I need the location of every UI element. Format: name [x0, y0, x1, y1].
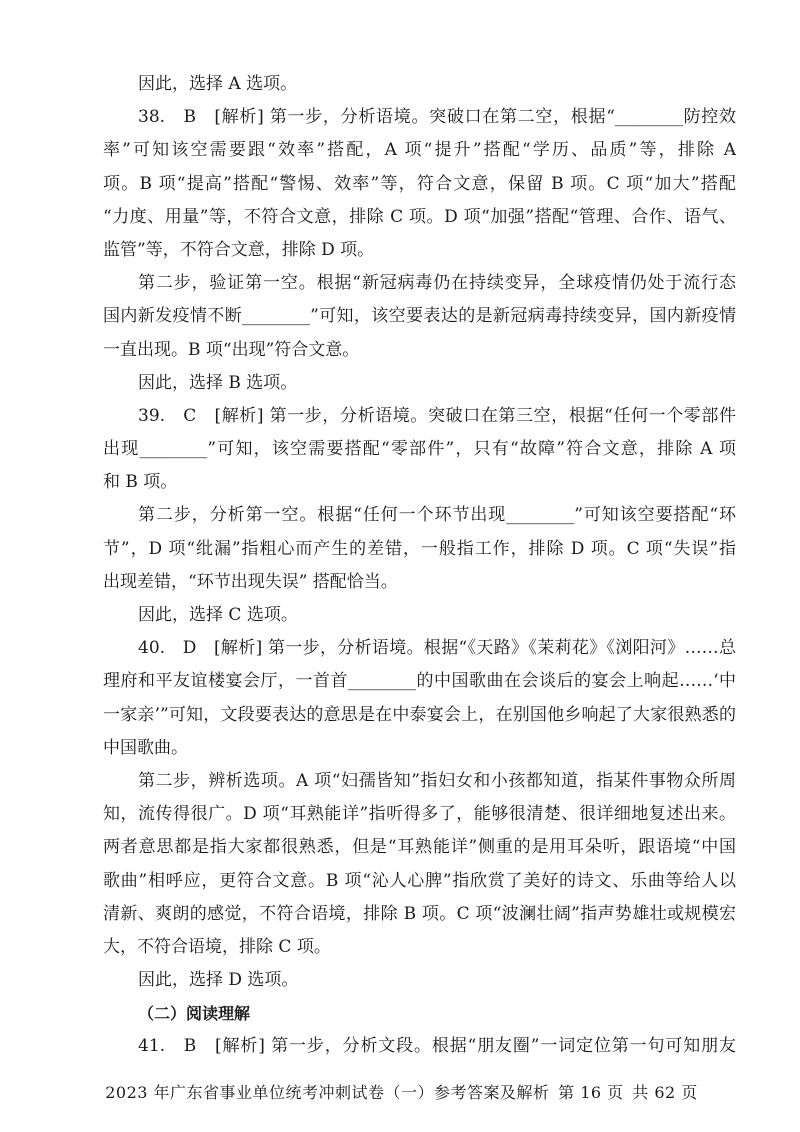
- text-line: 40. D [解析] 第一步，分析语境。根据“《天路》《茉莉花》《浏阳河》……总: [138, 638, 736, 659]
- text-line: 两者意思都是指大家都很熟悉，但是“耳熟能详”侧重的是用耳朵听，跟语境“中国: [103, 837, 736, 858]
- paragraph: [103, 632, 736, 765]
- text-line: 中国歌曲。: [103, 737, 188, 758]
- text-line: 理府和平友谊楼宴会厅，一首首________的中国歌曲在会谈后的宴会上响起……‘中: [103, 671, 736, 692]
- paragraph: [103, 367, 736, 400]
- paragraph: [103, 964, 736, 997]
- text-line: 出现________”可知，该空需要搭配“零部件”，只有“故障”符合文意，排除 A 项: [103, 439, 736, 460]
- paragraph: [103, 1030, 736, 1063]
- text-line: 41. B [解析] 第一步，分析文段。根据“朋友圈”一词定位第一句可知朋友: [138, 1036, 736, 1057]
- text-line: 和 B 项。: [103, 472, 178, 493]
- text-line: 因此，选择 C 选项。: [138, 605, 298, 625]
- text-line: 节”，D 项“纰漏”指粗心而产生的差错，一般指工作，排除 D 项。C 项“失误”指: [103, 538, 736, 559]
- footer-title: 2023 年广东省事业单位统考冲刺试卷（一）参考答案及解析: [105, 1083, 550, 1102]
- paragraph: [103, 400, 736, 500]
- paragraph: [103, 267, 736, 367]
- footer-page-number: 第 16 页: [558, 1083, 624, 1102]
- text-line: 率”可知该空需要跟“效率”搭配，A 项“提升”搭配“学历、品质”等，排除 A: [103, 140, 736, 161]
- text-line: 第二步，验证第一空。根据“新冠病毒仍在持续变异，全球疫情仍处于流行态: [138, 273, 736, 294]
- text-line: 歌曲”相呼应，更符合文意。B 项“沁人心脾”指欣赏了美好的诗文、乐曲等给人以: [103, 870, 736, 891]
- paragraph: [103, 765, 736, 964]
- text-line: “力度、用量”等，不符合文意，排除 C 项。D 项“加强”搭配“管理、合作、语气、: [103, 206, 736, 227]
- text-line: 大，不符合语境，排除 C 项。: [103, 936, 331, 957]
- page-footer: [0, 1080, 800, 1103]
- text-line: 监管”等，不符合文意，排除 D 项。: [103, 239, 375, 260]
- text-line: 第二步，辨析选项。A 项“妇孺皆知”指妇女和小孩都知道，指某件事物众所周: [138, 770, 736, 791]
- text-line: 一直出现。B 项“出现”符合文意。: [103, 339, 360, 360]
- text-line: 知，流传得很广。D 项“耳熟能详”指听得多了，能够很清楚、很详细地复述出来。: [103, 804, 736, 825]
- text-line: 一家亲’”可知，文段要表达的意思是在中泰宴会上，在别国他乡响起了大家很熟悉的: [103, 704, 736, 725]
- paragraph: [103, 599, 736, 632]
- text-line: 39. C [解析] 第一步，分析语境。突破口在第三空，根据“任何一个零部件: [138, 405, 736, 426]
- paragraph: [103, 68, 736, 101]
- text-line: 第二步，分析第一空。根据“任何一个环节出现________”可知该空要搭配“环: [138, 505, 736, 526]
- text-line: 因此，选择 A 选项。: [138, 74, 298, 94]
- document-body: [103, 68, 736, 1064]
- text-line: 因此，选择 B 选项。: [138, 372, 298, 393]
- text-line: 国内新发疫情不断________”可知，该空要表达的是新冠病毒持续变异，国内新疫情: [103, 306, 736, 327]
- text-line: 项。B 项“提高”搭配“警惕、效率”等，符合文意，保留 B 项。C 项“加大”搭配: [103, 173, 736, 194]
- footer-total-pages: 共 62 页: [632, 1083, 698, 1102]
- text-line: 因此，选择 D 选项。: [138, 970, 299, 991]
- paragraph: [103, 101, 736, 267]
- text-line: 出现差错，“环节出现失误” 搭配恰当。: [103, 571, 398, 592]
- text-line: （二）阅读理解: [138, 1004, 251, 1024]
- section-heading: [103, 997, 736, 1030]
- paragraph: [103, 499, 736, 599]
- text-line: 38. B [解析] 第一步，分析语境。突破口在第二空，根据“________防控效: [138, 107, 736, 128]
- text-line: 清新、爽朗的感觉，不符合语境，排除 B 项。C 项“波澜壮阔”指声势雄壮或规模宏: [103, 903, 736, 924]
